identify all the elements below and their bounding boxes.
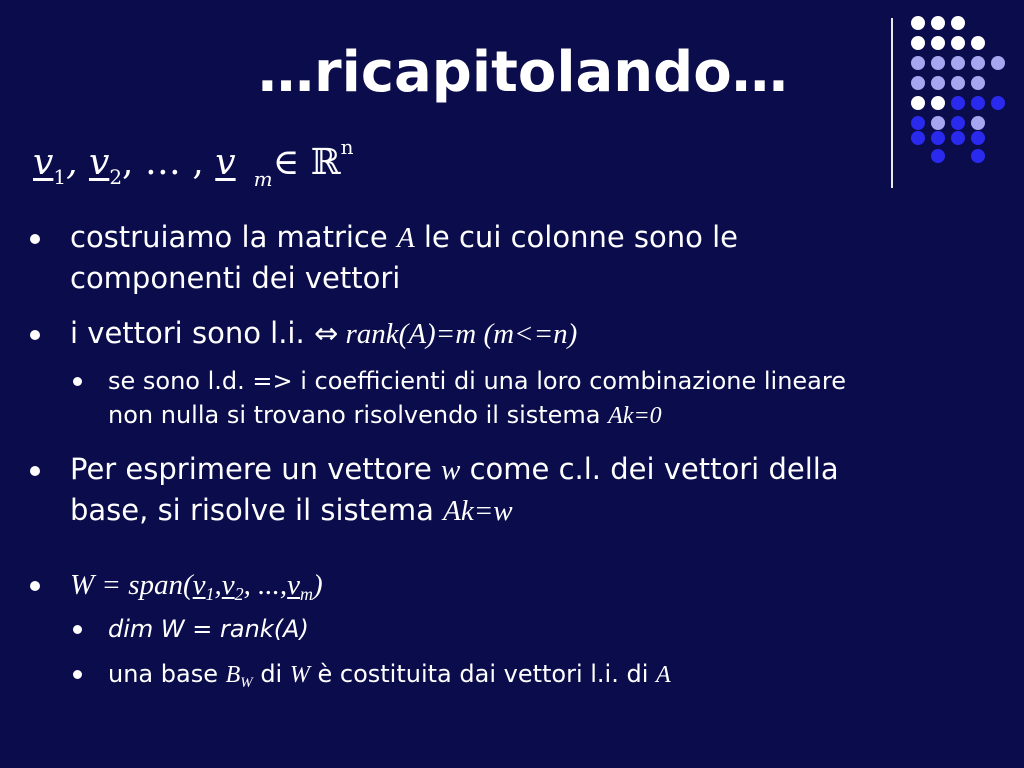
ellipsis: , … , (122, 142, 204, 183)
subscript: 2 (109, 165, 123, 189)
dot (951, 131, 965, 145)
bullet-dot (30, 330, 40, 340)
bullet-text: base, si risolve il sistema (70, 493, 444, 527)
dot (911, 56, 925, 70)
dot (971, 96, 985, 110)
dot (911, 116, 925, 130)
bullet-text: le cui colonne sono le (414, 220, 738, 254)
dot (931, 131, 945, 145)
dot (951, 116, 965, 130)
math-Akw: Ak=w (443, 495, 513, 527)
bullet-span (70, 564, 890, 608)
dot (931, 149, 945, 163)
dot (911, 131, 925, 145)
bullet-text: se sono l.d. => i coefficienti di una loro combinazione lineare (108, 367, 846, 395)
real-numbers-symbol: ℝ (310, 142, 341, 183)
dot (971, 36, 985, 50)
bullet-text: dim W = rank(A) (108, 615, 309, 643)
dot (971, 116, 985, 130)
dot (911, 76, 925, 90)
subscript: 1 (205, 584, 215, 605)
bullet-dot (30, 234, 40, 244)
dot (931, 96, 945, 110)
math-W: W (289, 662, 310, 688)
math-Ak0: Ak=0 (608, 403, 662, 429)
comma: , (214, 569, 222, 601)
dot (911, 16, 925, 30)
superscript: n (340, 135, 354, 159)
vector-set-formula (33, 135, 354, 191)
dot (931, 116, 945, 130)
vector-vm: v (215, 142, 236, 183)
span-close: ) (313, 569, 323, 601)
iff-arrow-icon: ⇔ (313, 316, 339, 350)
dot (971, 76, 985, 90)
vector-v2: v (88, 142, 110, 183)
math-w: w (441, 454, 461, 486)
bullet-text: costruiamo la matrice (70, 220, 397, 254)
dot (931, 16, 945, 30)
subscript: 1 (53, 165, 67, 189)
math-B: B (225, 662, 241, 688)
bullet-express-vector (70, 449, 1010, 531)
element-of-symbol: ∈ (272, 142, 300, 183)
dot (911, 96, 925, 110)
bullet-dot (30, 581, 40, 591)
ellipsis: , ..., (243, 569, 288, 601)
subscript: W (240, 675, 253, 692)
vector-v1: v (192, 569, 206, 601)
subscript: 2 (234, 584, 244, 605)
bullet-text: Per esprimere un vettore (70, 452, 442, 486)
bullet-dot (73, 625, 82, 634)
math-A: A (396, 222, 415, 254)
bullet-text: non nulla si trovano risolvendo il sistema (108, 401, 609, 429)
span-open: W = span( (70, 569, 193, 601)
comma: , (66, 142, 89, 183)
dot (971, 149, 985, 163)
bullet-dot (30, 466, 40, 476)
dot (951, 36, 965, 50)
slide-title: …ricapitolando… (258, 40, 788, 105)
bullet-independence (70, 313, 890, 354)
vector-v1: v (33, 142, 54, 183)
dot (951, 76, 965, 90)
bullet-text: una base (108, 660, 226, 688)
dot (991, 96, 1005, 110)
bullet-text: di (252, 660, 290, 688)
vector-v2: v (221, 569, 235, 601)
bullet-dependence (108, 364, 998, 433)
bullet-dot (73, 377, 82, 386)
subscript: m (300, 584, 313, 605)
dot (951, 96, 965, 110)
dot (931, 76, 945, 90)
bullet-dimension (108, 612, 928, 646)
dot (931, 36, 945, 50)
bullet-dot (73, 670, 82, 679)
dot (951, 56, 965, 70)
dot (931, 56, 945, 70)
math-A: A (656, 662, 671, 688)
dot (951, 16, 965, 30)
dot (991, 56, 1005, 70)
bullet-text: componenti dei vettori (70, 261, 401, 295)
bullet-text: è costituita dai vettori l.i. di (309, 660, 657, 688)
subscript: m (253, 167, 273, 191)
dot (971, 131, 985, 145)
divider-line (891, 18, 893, 188)
dot (971, 56, 985, 70)
vector-vm: v (287, 569, 301, 601)
bullet-text: i vettori sono l.i. (70, 316, 314, 350)
bullet-matrix (70, 217, 890, 298)
dot (911, 36, 925, 50)
math-rank: rank(A)=m (m<=n) (338, 318, 578, 350)
bullet-basis (108, 657, 988, 695)
bullet-text: come c.l. dei vettori della (460, 452, 839, 486)
math-span (70, 569, 323, 605)
